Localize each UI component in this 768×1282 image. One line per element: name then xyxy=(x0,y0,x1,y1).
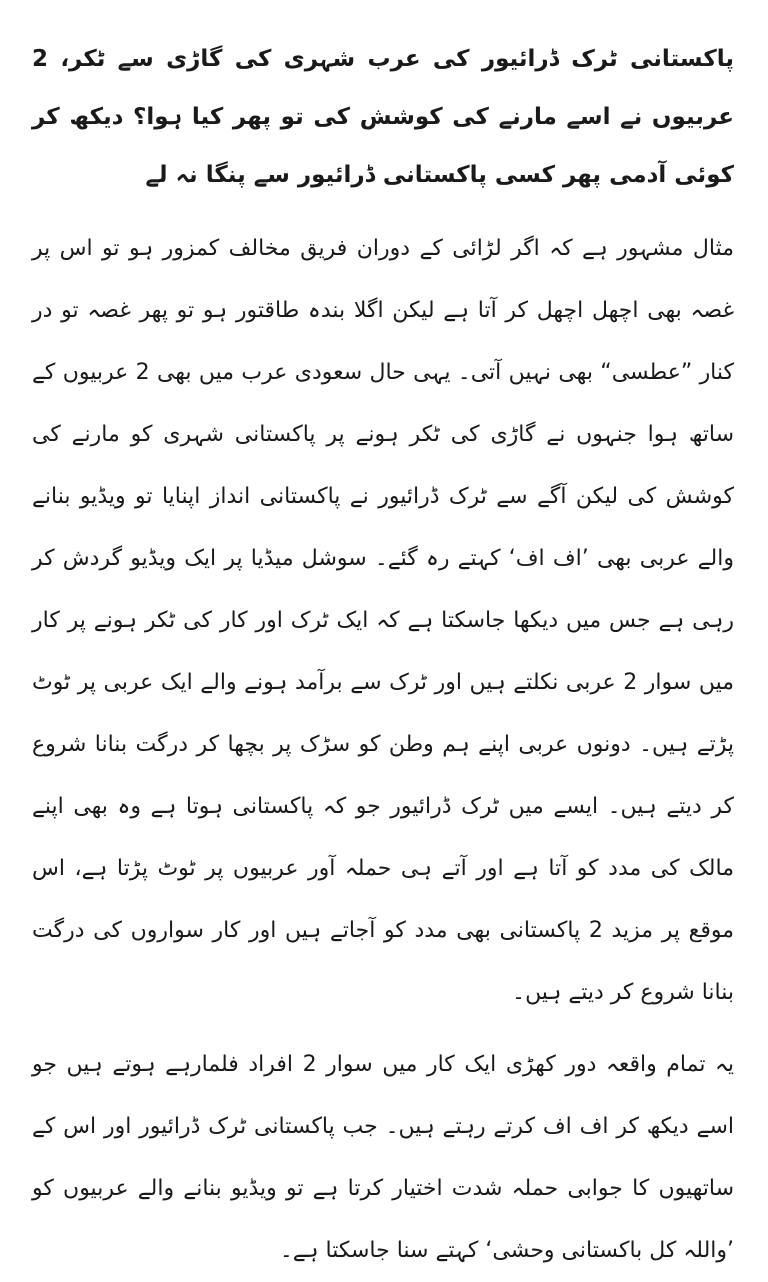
article-paragraph: مثال مشہور ہے کہ اگر لڑائی کے دوران فریق مخالف کمزور ہو تو اس پر غصہ بھی اچھل اچھل کر آتا ہے لیکن اگلا بندہ طاقتور ہو تو پھر غصہ تو در کنار ”عطسی“ بھی نہیں آتی۔ یہی حال سعودی عرب میں بھی 2 عربیوں کے ساتھ ہوا جنہوں نے گاڑی کی ٹکر ہونے پر پاکستانی شہری کو مارنے کی کوشش کی لیکن آگے سے ٹرک ڈرائیور نے پاکستانی انداز اپنایا تو ویڈیو بنانے والے عربی بھی ’اف اف‘ کہتے رہ گئے۔ سوشل میڈیا پر ایک ویڈیو گردش کر رہی ہے جس میں دیکھا جاسکتا ہے کہ ایک ٹرک اور کار کی ٹکر ہونے پر کار میں سوار 2 عربی نکلتے ہیں اور ٹرک سے برآمد ہونے والے ایک عربی پر ٹوٹ پڑتے ہیں۔ دونوں عربی اپنے ہم وطن کو سڑک پر بچھا کر درگت بنانا شروع کر دیتے ہیں۔ ایسے میں ٹرک ڈرائیور جو کہ پاکستانی ہوتا ہے وہ بھی اپنے مالک کی مدد کو آتا ہے اور آتے ہی حملہ آور عربیوں پر ٹوٹ پڑتا ہے، اس موقع پر مزید 2 پاکستانی بھی مدد کو آجاتے ہیں اور کار سواروں کی درگت بنانا شروع کر دیتے ہیں۔ xyxy=(32,236,735,1005)
article-headline: پاکستانی ٹرک ڈرائیور کی عرب شہری کی گاڑی سے ٹکر، 2 عربیوں نے اسے مارنے کی کوشش کی تو پھر کیا ہوا؟ دیکھ کر کوئی آدمی پھر کسی پاکستانی ڈرائیور سے پنگا نہ لے xyxy=(32,46,734,188)
article-paragraph: یہ تمام واقعہ دور کھڑی ایک کار میں سوار 2 افراد فلمارہے ہوتے ہیں جو اسے دیکھ کر اف اف کرتے رہتے ہیں۔ جب پاکستانی ٹرک ڈرائیور اور اس کے ساتھیوں کا جوابی حملہ شدت اختیار کرتا ہے تو ویڈیو بنانے والے عربیوں کو ’واللہ کل باکستانی وحشی‘ کہتے سنا جاسکتا ہے۔ xyxy=(32,1052,735,1263)
